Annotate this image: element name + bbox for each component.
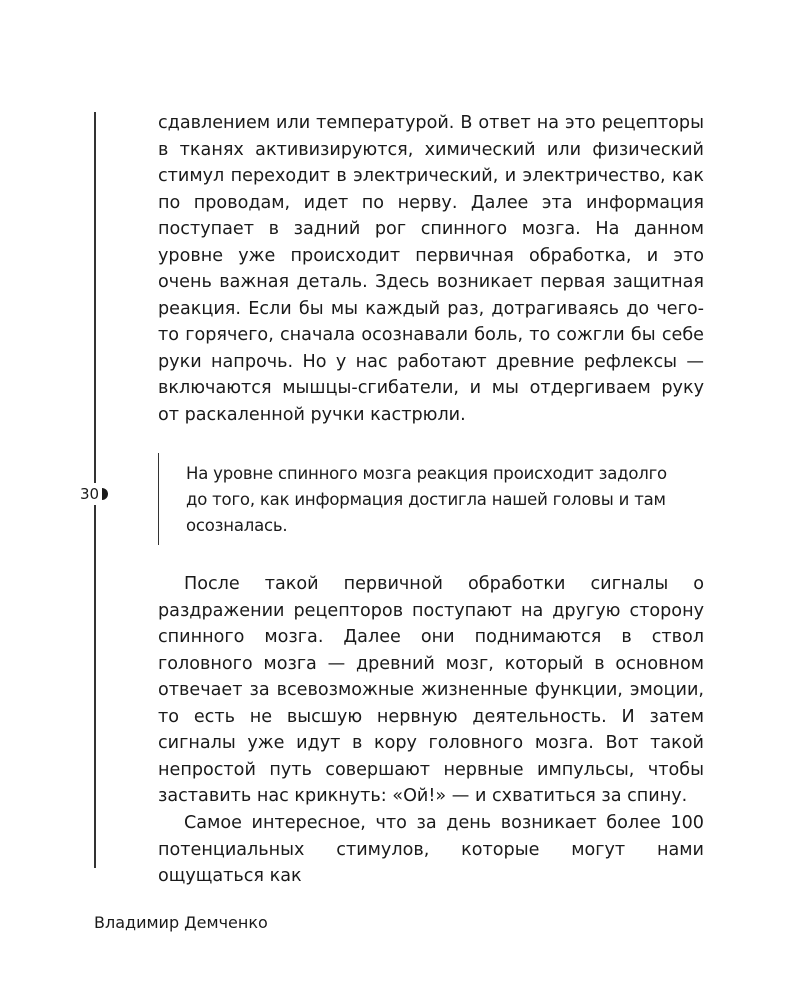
paragraph-3: Самое интересное, что за день возникает более 100 потенциальных стимулов, которые могут нами ощущаться как [158,813,704,886]
half-moon-icon [102,488,108,500]
page-number-text: 30 [80,485,100,503]
page-number [80,483,108,505]
footer-author: Владимир Демченко [94,913,268,932]
pull-quote-text: На уровне спинного мозга реакция происходит задолго до того, как информация достигла нашей головы и там осозналась. [186,464,667,535]
paragraph-1: сдавлением или температурой. В ответ на это рецепторы в тканях активизируются, химический или физический стимул переходит в электрический, и электричество, как по проводам, идет по нерву. Далее эта информация поступает в задний рог спинного мозга. На данном уровне уже происходит первичная обработка, и это очень важная деталь. Здесь возникает первая защитная реакция. Если бы мы каждый раз, дотрагиваясь до чего-то горячего, сначала осознавали боль, то сожгли бы себе руки напрочь. Но у нас работают древние рефлексы — включаются мышцы-сгибатели, и мы отдергиваем руку от раскаленной ручки кастрюли. [158,113,704,425]
paragraph-2: После такой первичной обработки сигналы о раздражении рецепторов поступают на другую сторону спинного мозга. Далее они поднимаются в ствол головного мозга — древний мозг, который в основном отвечает за всевозможные жизненные функции, эмоции, то есть не высшую нервную деятельность. И затем сигналы уже идут в кору головного мозга. Вот такой непростой путь совершают нервные импульсы, чтобы заставить нас крикнуть: «Ой!» — и схватиться за спину. [158,574,704,806]
pull-quote [158,453,704,545]
